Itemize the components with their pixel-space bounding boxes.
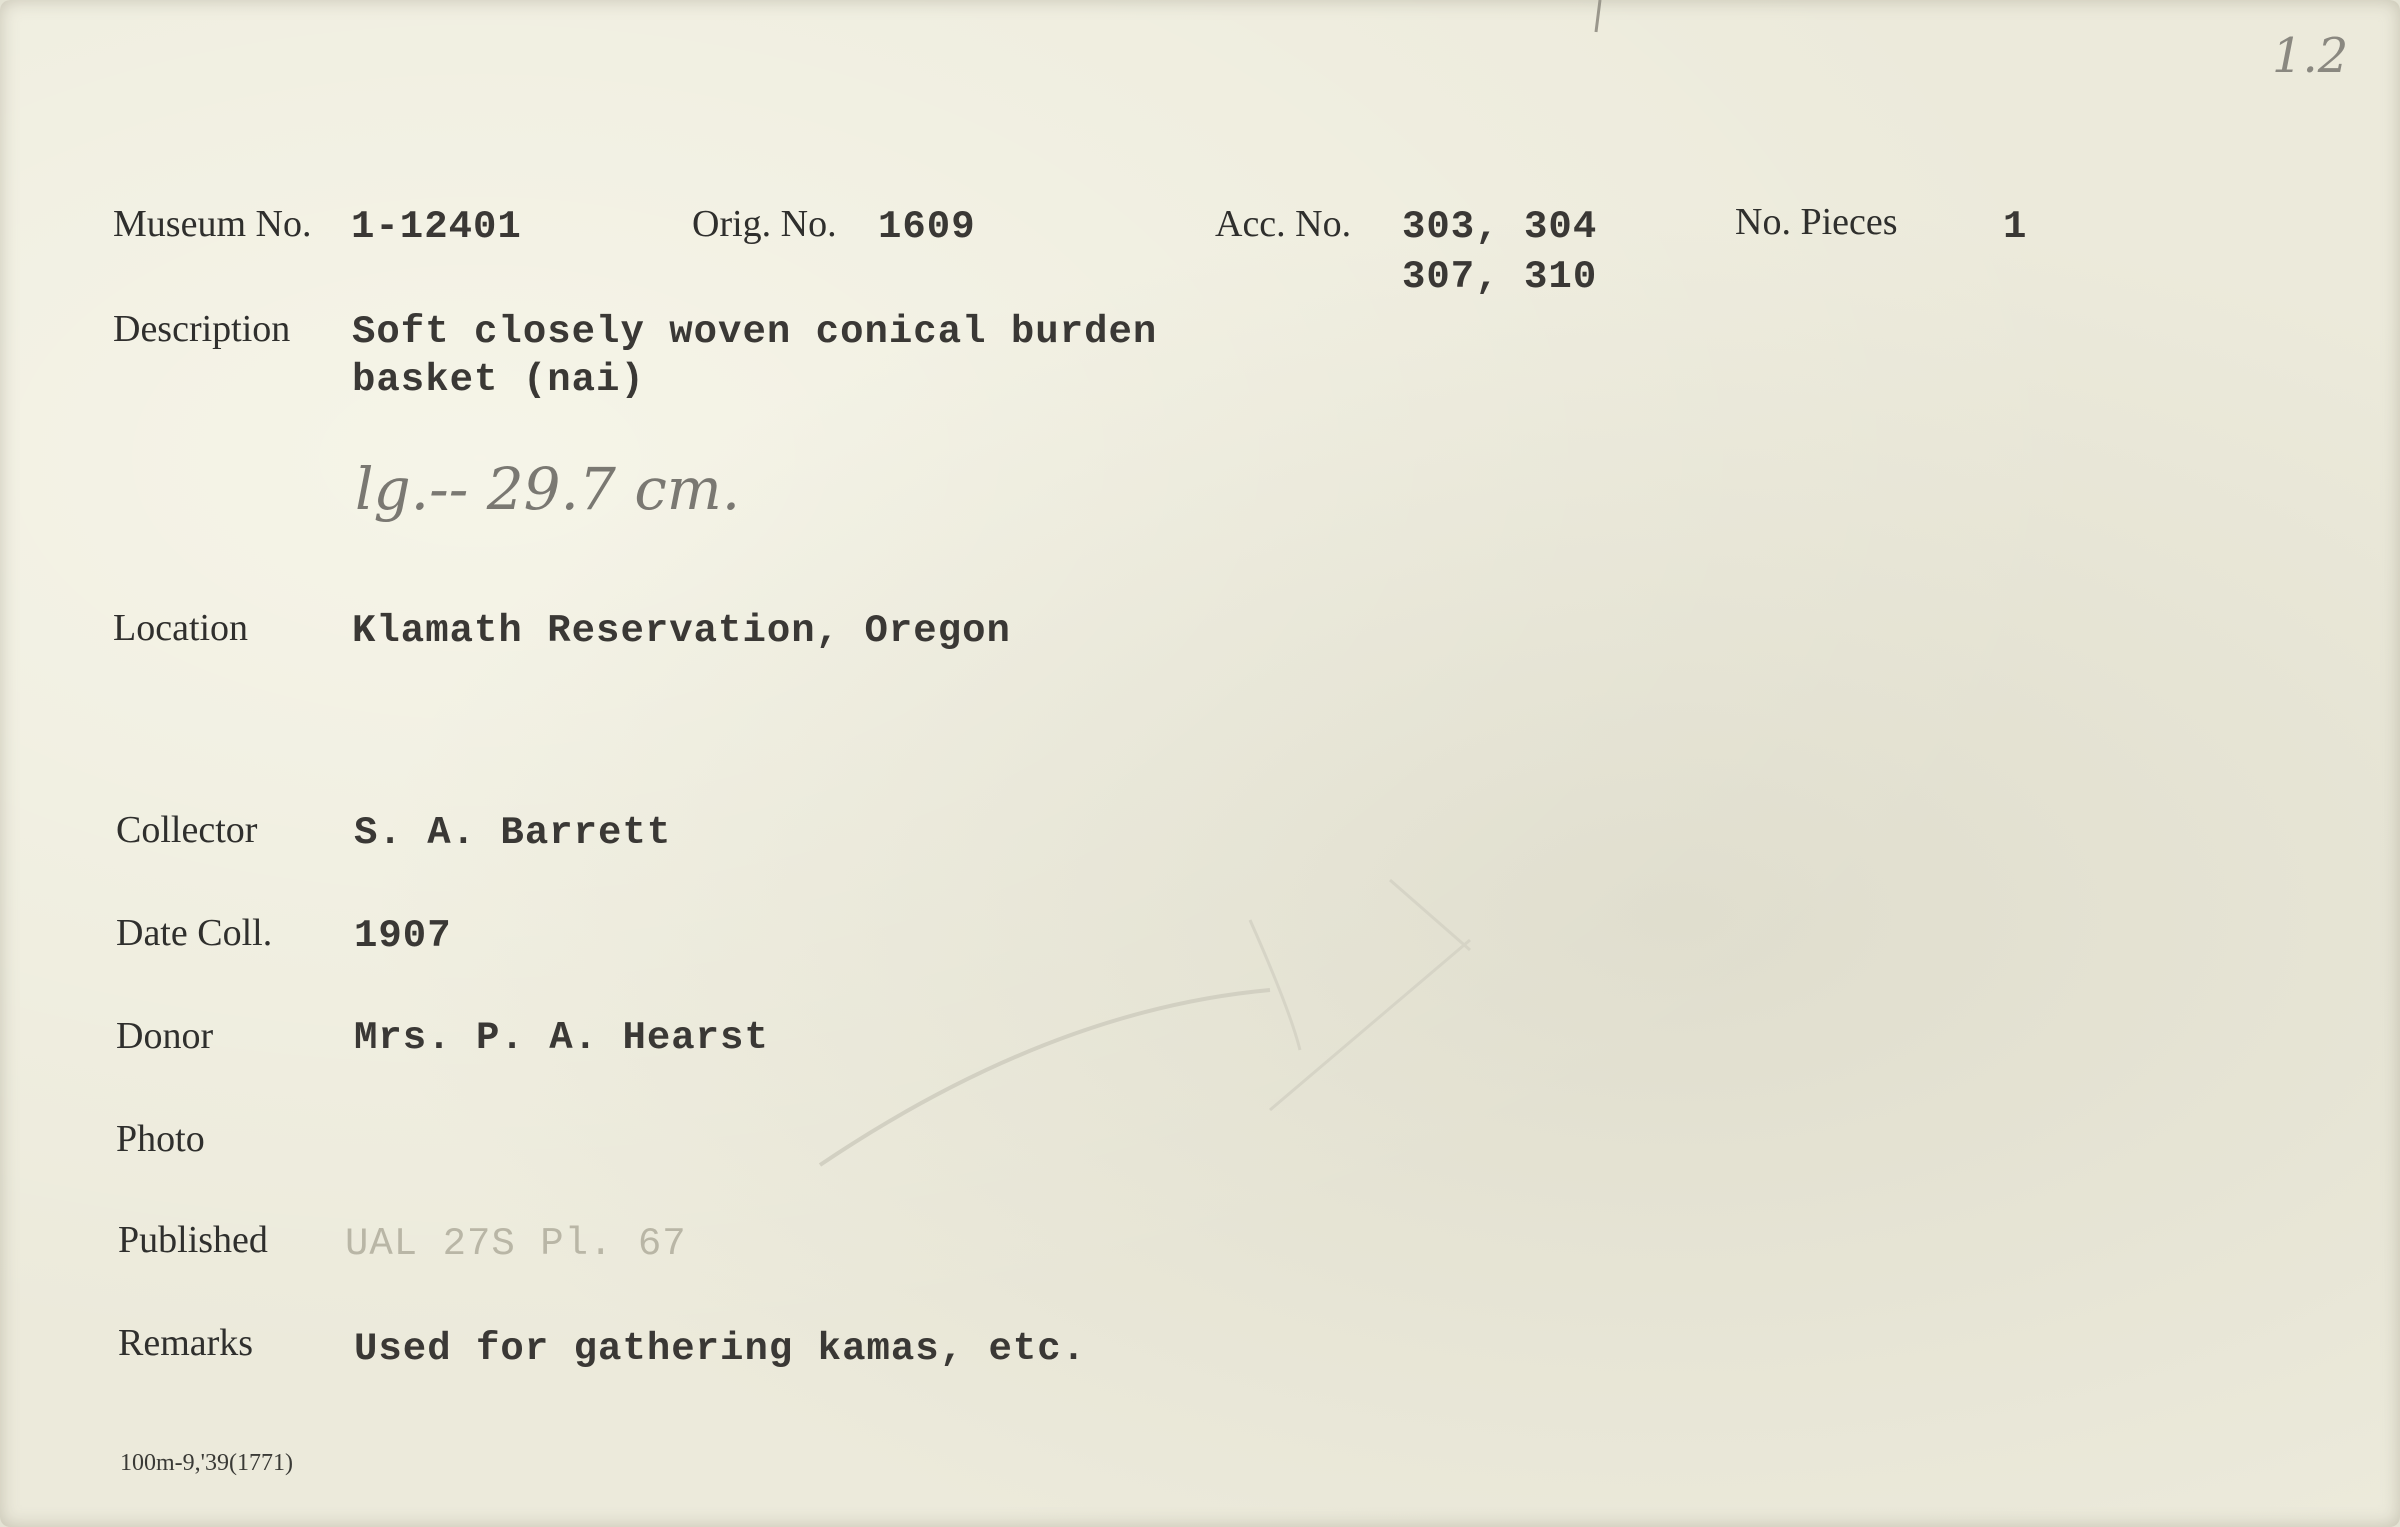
no-pieces-value: 1	[2003, 205, 2028, 249]
handwritten-measurement: lg.-- 29.7 cm.	[355, 455, 741, 523]
orig-no-label: Orig. No.	[692, 203, 837, 245]
description-value-line1: Soft closely woven conical burden	[352, 310, 1158, 354]
acc-no-label: Acc. No.	[1215, 203, 1352, 245]
collector-value: S. A. Barrett	[354, 811, 672, 855]
museum-no-label: Museum No.	[113, 203, 312, 245]
donor-value: Mrs. P. A. Hearst	[354, 1016, 769, 1060]
no-pieces-label: No. Pieces	[1735, 201, 1898, 243]
orig-no-value: 1609	[878, 205, 976, 249]
collector-label: Collector	[116, 809, 258, 851]
published-value: UAL 27S Pl. 67	[345, 1222, 687, 1266]
date-coll-value: 1907	[354, 914, 452, 958]
acc-no-value-line2: 307, 310	[1402, 255, 1598, 299]
date-coll-label: Date Coll.	[116, 912, 273, 954]
remarks-label: Remarks	[118, 1322, 254, 1364]
print-code-footer: 100m-9,'39(1771)	[120, 1450, 293, 1476]
published-label: Published	[118, 1219, 268, 1261]
acc-no-value-line1: 303, 304	[1402, 205, 1598, 249]
description-label: Description	[113, 308, 291, 350]
location-label: Location	[113, 607, 249, 649]
museum-no-value: 1-12401	[351, 205, 522, 249]
photo-label: Photo	[116, 1118, 205, 1160]
donor-label: Donor	[116, 1015, 214, 1057]
corner-pencil-note: 1.2	[2272, 28, 2349, 84]
location-value: Klamath Reservation, Oregon	[352, 609, 1011, 653]
remarks-value: Used for gathering kamas, etc.	[354, 1327, 1087, 1371]
description-value-line2: basket (nai)	[352, 358, 645, 402]
